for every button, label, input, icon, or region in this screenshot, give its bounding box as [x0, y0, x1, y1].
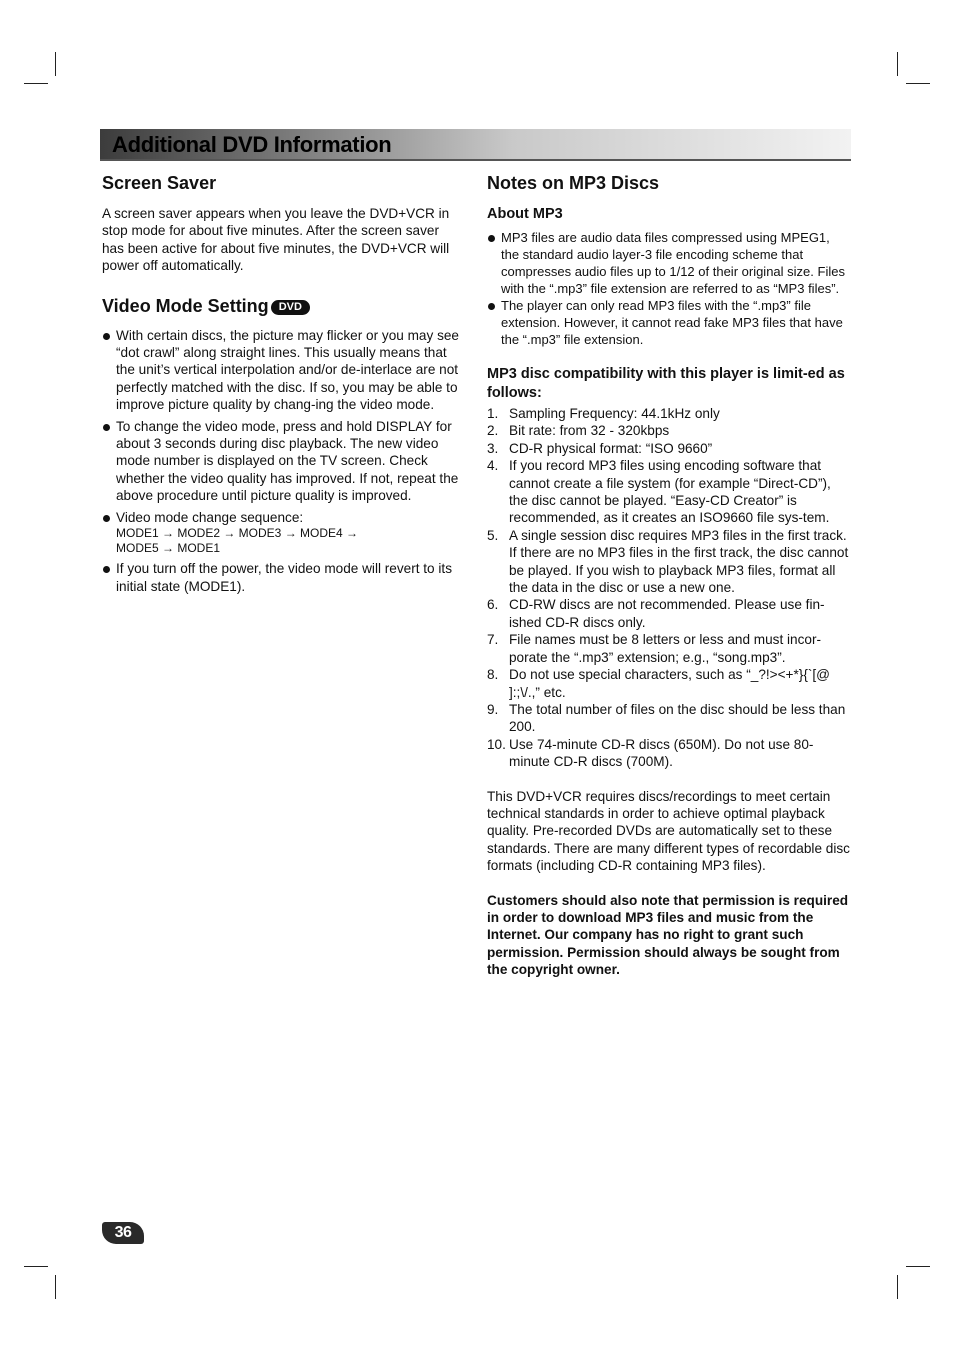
bullet-icon — [103, 515, 110, 522]
video-mode-heading — [102, 295, 464, 317]
list-item — [487, 666, 851, 701]
item-number: 10. — [487, 736, 506, 752]
video-mode-title: Video Mode Setting — [102, 295, 269, 316]
item-number: 7. — [487, 632, 499, 648]
list-item — [102, 418, 464, 505]
list-item — [487, 631, 851, 666]
list-item-text: File names must be 8 letters or less and must incor-porate the “.mp3” extension; e.g., “song.mp3”. — [509, 632, 822, 665]
right-column — [487, 172, 851, 979]
header-bar — [100, 129, 851, 161]
sequence-label: Video mode change sequence: — [116, 509, 304, 525]
item-number: 4. — [487, 458, 499, 474]
item-number: 1. — [487, 406, 499, 421]
screen-saver-heading: Screen Saver — [102, 173, 217, 193]
item-number: 6. — [487, 597, 499, 613]
bullet-icon — [103, 424, 110, 431]
item-number: 8. — [487, 667, 499, 683]
crop-mark — [55, 1275, 56, 1299]
list-item — [487, 297, 851, 348]
list-item-text: CD-RW discs are not recommended. Please use fin-ished CD-R discs only. — [509, 597, 825, 630]
list-item-text: Use 74-minute CD-R discs (650M). Do not use 80-minute CD-R discs (700M). — [509, 736, 814, 770]
list-item-text: With certain discs, the picture may flicker or you may see “dot crawl” along straight lines. This usually means that the unit’s vertical interpolation and/or de-interlace are not perfectly matched with the disc. If so, you may be able to improve picture quality by chang-ing the video mode. — [116, 327, 459, 413]
list-item — [102, 509, 464, 556]
crop-mark — [906, 1266, 930, 1267]
list-item — [487, 422, 851, 439]
page-number: 36 — [102, 1222, 144, 1244]
standards-note: This DVD+VCR requires discs/recordings to meet certain technical standards in order to achieve optimal playback quality. Pre-recorded DVDs are automatically set to these standards. There are many different types of recordable disc formats (including CD-R containing MP3 files). — [487, 788, 850, 874]
list-item — [487, 527, 851, 597]
mode-sequence-line: MODE1 → MODE2 → MODE3 → MODE4 → — [116, 526, 359, 541]
list-item-text: CD-R physical format: “ISO 9660” — [509, 440, 713, 456]
list-item-text: Bit rate: from 32 - 320kbps — [509, 423, 670, 439]
crop-mark — [24, 1266, 48, 1267]
screen-saver-text: A screen saver appears when you leave the DVD+VCR in stop mode for about five minutes. After the screen saver has been active for about five minutes, the DVD+VCR will power off automatically. — [102, 206, 450, 274]
crop-mark — [906, 83, 930, 84]
page-title: Additional DVD Information — [112, 132, 392, 157]
list-item-text: To change the video mode, press and hold DISPLAY for about 3 seconds during disc playback. The new video mode number is displayed on the TV screen. Check whether the video quality has improved. If not, repeat the above procedure until picture quality is improved. — [116, 418, 459, 504]
list-item-text: The player can only read MP3 files with the “.mp3” file extension. However, it cannot read fake MP3 files that have the “.mp3” file extension. — [501, 298, 843, 347]
list-item-text: Do not use special characters, such as “_?!><+*}{`[@ ]:;\/.,” etc. — [509, 667, 830, 700]
list-item-text: If you record MP3 files using encoding software that cannot create a file system (for example “Direct-CD”), the disc cannot be played. “Easy-CD Creator” is recommended, as it creates an ISO9660 file sys-tem. — [509, 458, 831, 526]
list-item-text: A single session disc requires MP3 files in the first track. If there are no MP3 files in the first track, the disc cannot be played. If you wish to playback MP3 files, format all the data in the disc or use a new one. — [509, 527, 849, 596]
item-number: 9. — [487, 701, 499, 717]
item-number: 5. — [487, 527, 499, 543]
about-mp3-list — [487, 229, 851, 348]
list-item — [102, 327, 464, 414]
dvd-badge: DVD — [271, 300, 310, 315]
list-item-text: MP3 files are audio data files compressed using MPEG1, the standard audio layer-3 file encoding scheme that compresses audio files up to 1/12 of their original size. Files with the “.mp3” file extension are referred to as “MP3 files”. — [501, 230, 845, 296]
left-column — [102, 172, 464, 599]
list-item — [487, 596, 851, 631]
list-item — [487, 229, 851, 297]
compat-list — [487, 405, 851, 771]
list-item-text: The total number of files on the disc should be less than 200. — [509, 701, 846, 735]
bullet-icon — [103, 333, 110, 340]
list-item — [487, 405, 851, 422]
crop-mark — [897, 1275, 898, 1299]
bullet-icon — [488, 303, 495, 310]
copyright-note: Customers should also note that permission is required in order to download MP3 files and music from the Internet. Our company has no right to grant such permission. Permission should always be sought from the copyright owner. — [487, 892, 849, 978]
mode-sequence-line: MODE5 → MODE1 — [116, 541, 221, 556]
crop-mark — [897, 52, 898, 76]
crop-mark — [55, 52, 56, 76]
list-item-text: Sampling Frequency: 44.1kHz only — [509, 406, 720, 421]
compat-heading: MP3 disc compatibility with this player is limit-ed as follows: — [487, 366, 845, 401]
list-item — [487, 457, 851, 527]
bullet-icon — [103, 566, 110, 573]
list-item-text: If you turn off the power, the video mode will revert to its initial state (MODE1). — [116, 561, 452, 594]
list-item — [487, 736, 851, 771]
item-number: 3. — [487, 440, 499, 456]
crop-mark — [24, 83, 48, 84]
video-mode-list — [102, 327, 464, 595]
about-mp3-heading: About MP3 — [487, 206, 563, 222]
item-number: 2. — [487, 423, 499, 439]
list-item — [487, 440, 851, 457]
mp3-heading: Notes on MP3 Discs — [487, 173, 660, 193]
list-item — [102, 560, 464, 595]
bullet-icon — [488, 235, 495, 242]
list-item — [487, 701, 851, 736]
